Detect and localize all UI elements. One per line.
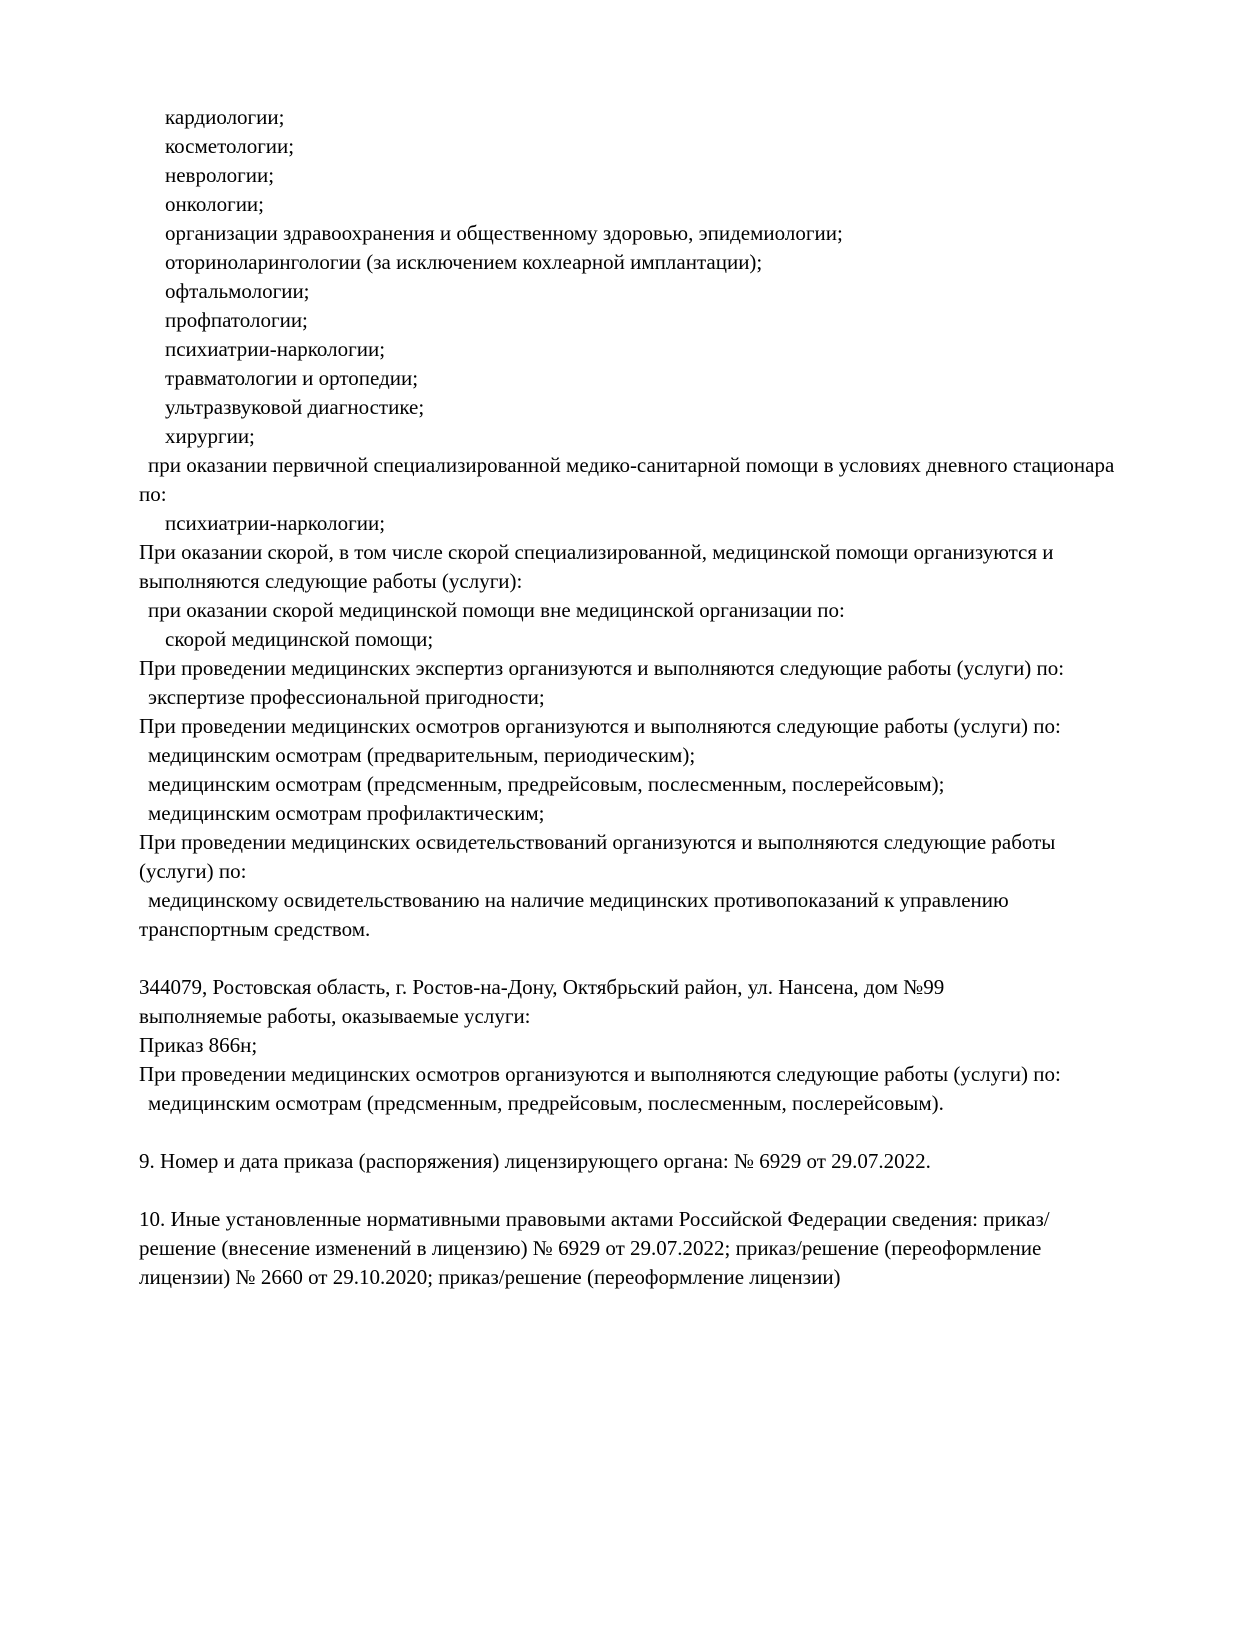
document-line: онкологии; [165,192,265,216]
document-line: При проведении медицинских освидетельствований организуются и выполняются следующие работы (услуги) по: [139,830,1056,883]
document-line: офтальмологии; [165,279,310,303]
document-line: медицинским осмотрам (предсменным, предрейсовым, послесменным, послерейсовым); [148,772,945,796]
document-line: Приказ 866н; [139,1033,258,1057]
document-line: ультразвуковой диагностике; [165,395,425,419]
document-line: 344079, Ростовская область, г. Ростов-на-Дону, Октябрьский район, ул. Нансена, дом №99 [139,975,945,999]
document-line: косметологии; [165,134,295,158]
document-line: хирургии; [165,424,255,448]
blank-line [139,1118,1118,1147]
document-line: профпатологии; [165,308,308,332]
document-line: При проведении медицинских экспертиз организуются и выполняются следующие работы (услуги) по: [139,656,1065,680]
document-line: неврологии; [165,163,275,187]
document-line: медицинским осмотрам (предсменным, предрейсовым, послесменным, послерейсовым). [148,1091,944,1115]
document-line: 9. Номер и дата приказа (распоряжения) лицензирующего органа: № 6929 от 29.07.2022. [139,1149,931,1173]
document-line: при оказании первичной специализированной медико-санитарной помощи в условиях дневного стационара по: [139,453,1115,506]
document-line: психиатрии-наркологии; [165,337,386,361]
document-line: медицинским осмотрам (предварительным, периодическим); [148,743,696,767]
blank-line [139,1176,1118,1205]
document-line: кардиологии; [165,105,285,129]
document-line: скорой медицинской помощи; [165,627,434,651]
document-line: выполняемые работы, оказываемые услуги: [139,1004,531,1028]
document-line: травматологии и ортопедии; [165,366,419,390]
document-line: медицинским осмотрам профилактическим; [148,801,545,825]
document-line: оториноларингологии (за исключением кохлеарной имплантации); [165,250,763,274]
document-line: 10. Иные установленные нормативными правовыми актами Российской Федерации сведения: приказ/решение (внесение изменений в лицензию) № 6929 от 29.07.2022; приказ/решение (переоформление лицензии) № 2660 от 29.10.2020; приказ/решение (переоформление лицензии) [139,1207,1050,1289]
document-line: организации здравоохранения и общественному здоровью, эпидемиологии; [165,221,843,245]
document-line: экспертизе профессиональной пригодности; [148,685,545,709]
document-line: При проведении медицинских осмотров организуются и выполняются следующие работы (услуги) по: [139,714,1061,738]
document-line: При оказании скорой, в том числе скорой специализированной, медицинской помощи организуются и выполняются следующие работы (услуги): [139,540,1054,593]
document-line: медицинскому освидетельствованию на наличие медицинских противопоказаний к управлению транспортным средством. [139,888,1009,941]
document-line: психиатрии-наркологии; [165,511,386,535]
document-line: при оказании скорой медицинской помощи вне медицинской организации по: [148,598,845,622]
document-line: При проведении медицинских осмотров организуются и выполняются следующие работы (услуги) по: [139,1062,1061,1086]
blank-line [139,944,1118,973]
